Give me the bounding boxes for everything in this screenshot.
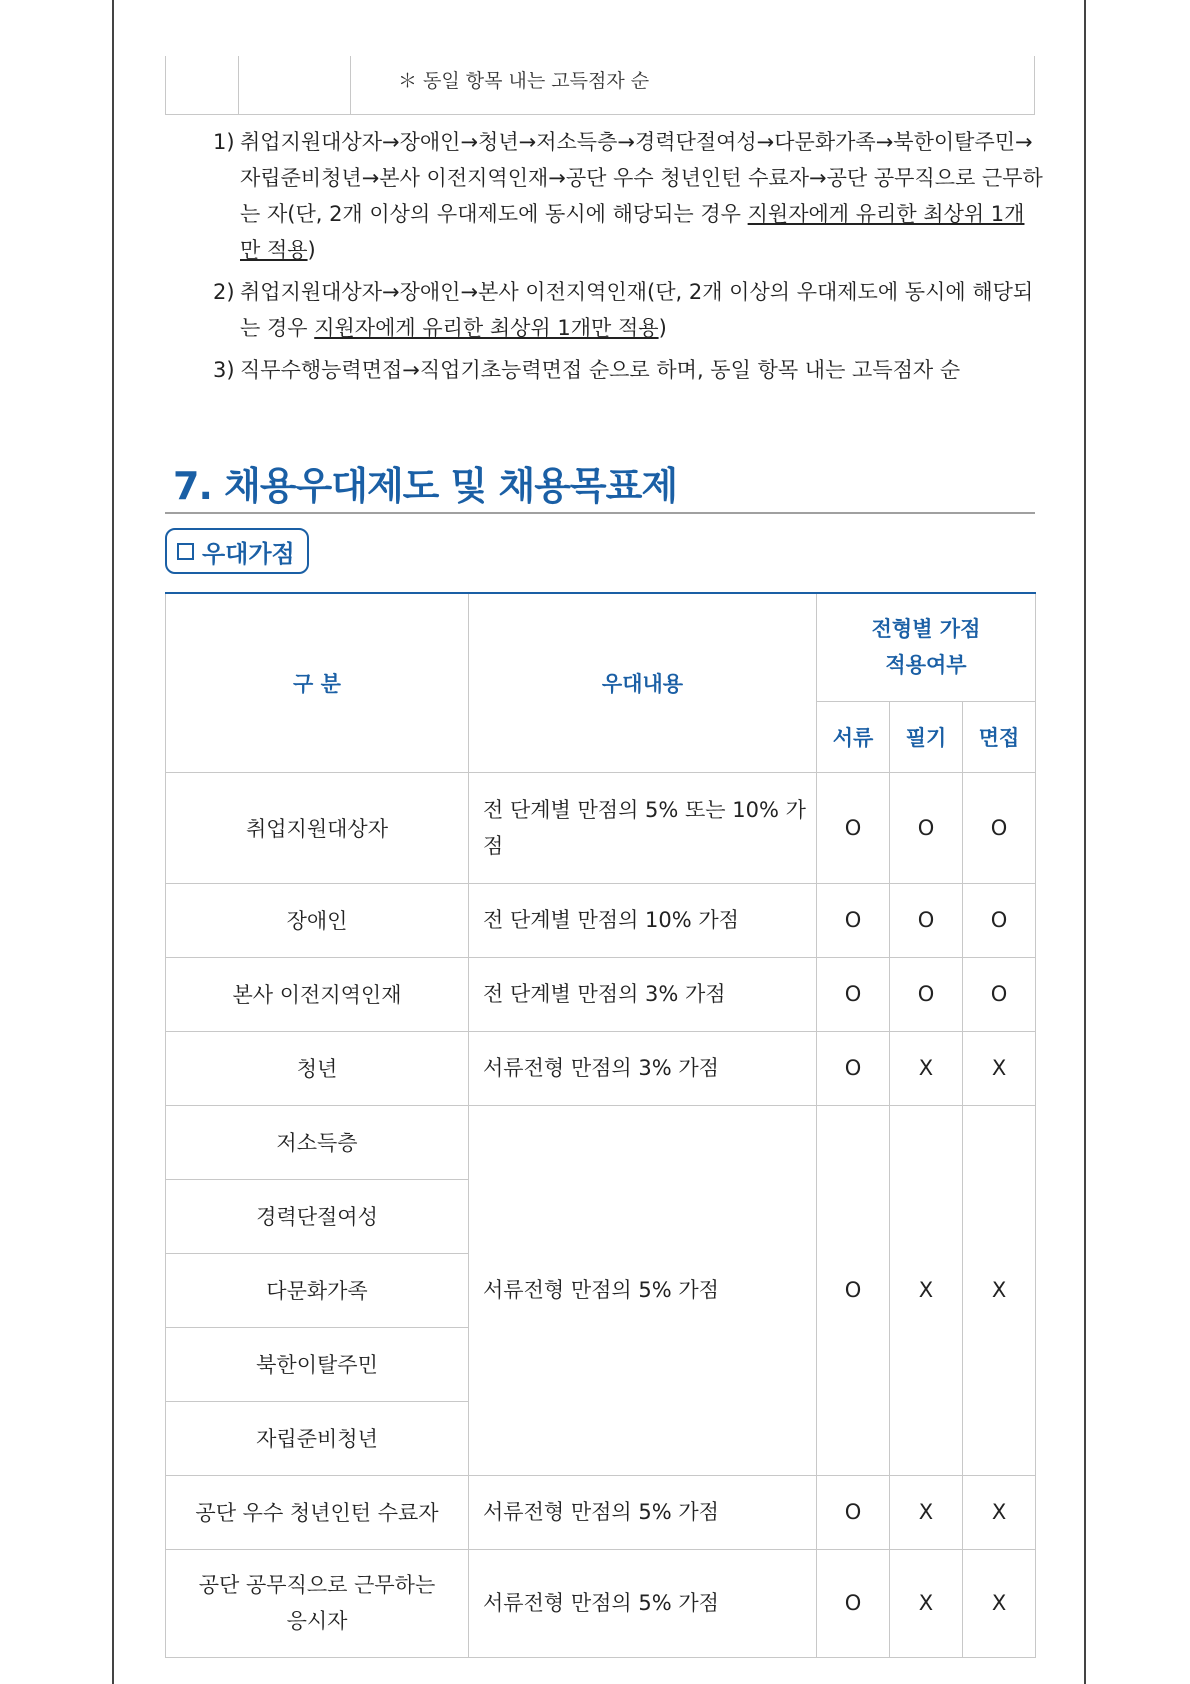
table-row: 본사 이전지역인재 전 단계별 만점의 3% 가점 O O O [166,957,1036,1031]
table-row: 경력단절여성 [166,1179,1036,1253]
previous-table-fragment [165,56,1035,115]
tiebreak-note: ＊ 동일 항목 내는 고득점자 순 [398,70,650,92]
header-category: 구 분 [166,593,469,772]
header-content: 우대내용 [469,593,817,772]
table-row: 다문화가족 [166,1253,1036,1327]
subheading-label: 우대가점 [202,539,295,568]
table-row: 저소득층 서류전형 만점의 5% 가점 O X X [166,1105,1036,1179]
rule-item-3: 3) 직무수행능력면접→직업기초능력면접 순으로 하며, 동일 항목 내는 고득점자 순 [213,358,961,382]
subheading-badge [165,528,309,574]
table-row: 공단 우수 청년인턴 수료자 서류전형 만점의 5% 가점 O X X [166,1475,1036,1549]
table-row: 공단 공무직으로 근무하는 응시자 서류전형 만점의 5% 가점 O X X [166,1549,1036,1657]
header-doc: 서류 [817,701,890,772]
section-divider [165,512,1035,514]
tiebreak-rules-list [213,124,1043,394]
section-title: 7. 채용우대제도 및 채용목표제 [173,464,678,508]
table-row: 북한이탈주민 [166,1327,1036,1401]
header-written: 필기 [890,701,963,772]
preference-points-table [165,592,1036,1658]
group-content: 서류전형 만점의 5% 가점 [469,1105,817,1475]
table-row: 자립준비청년 [166,1401,1036,1475]
table-row: 취업지원대상자 전 단계별 만점의 5% 또는 10% 가점 O O O [166,772,1036,883]
table-row: 청년 서류전형 만점의 3% 가점 O X X [166,1031,1036,1105]
rule-item-2: 2) 취업지원대상자→장애인→본사 이전지역인재(단, 2개 이상의 우대제도에 동시에 해당되는 경우 지원자에게 유리한 최상위 1개만 적용) [213,280,1034,340]
header-interview: 면접 [963,701,1036,772]
header-stage-group: 전형별 가점 적용여부 [817,593,1036,701]
table-row: 장애인 전 단계별 만점의 10% 가점 O O O [166,883,1036,957]
square-icon [177,543,194,560]
page-border-left [112,0,114,1684]
rule-item-1: 1) 취업지원대상자→장애인→청년→저소득층→경력단절여성→다문화가족→북한이탈주민→자립준비청년→본사 이전지역인재→공단 우수 청년인턴 수료자→공단 공무직으로 근무하는 자(단, 2개 이상의 우대제도에 동시에 해당되는 경우 지원자에게 유리한 최상위 1개만 적용) [213,130,1043,262]
page-border-right [1084,0,1086,1684]
